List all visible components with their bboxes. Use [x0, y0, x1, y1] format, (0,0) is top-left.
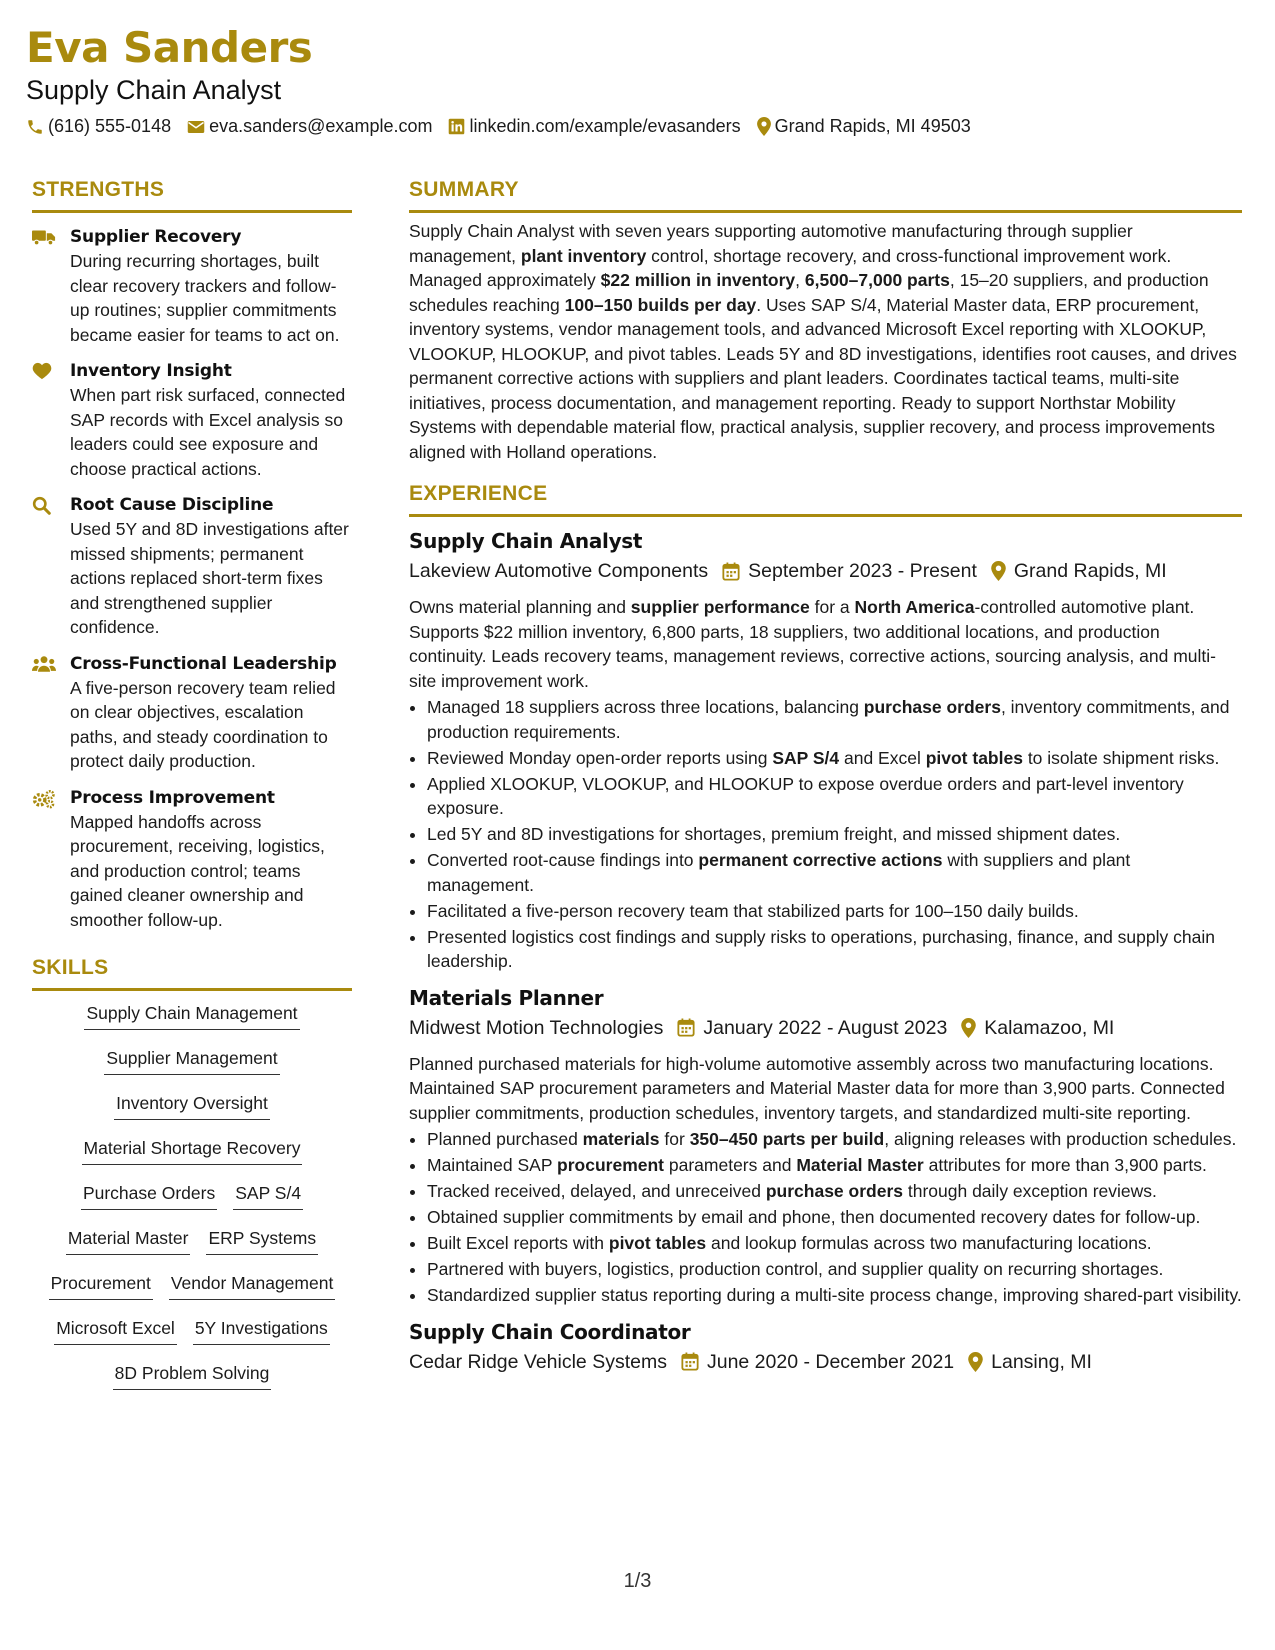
text-run: , inventory commitments, and production requirements. — [427, 697, 1230, 742]
text-run: Standardized supplier status reporting during a multi-site process change, improving shared-part visibility. — [427, 1285, 1242, 1305]
text-run: , — [795, 270, 805, 290]
skills-list — [32, 1001, 352, 1406]
text-run: Built Excel reports with — [427, 1233, 609, 1253]
bold-text: purchase orders — [765, 1181, 903, 1201]
job-description — [409, 595, 1242, 693]
text-run: for a — [809, 597, 855, 617]
bold-text: supplier performance — [630, 597, 810, 617]
text-run: parameters and — [664, 1155, 797, 1175]
skill-row — [32, 1316, 352, 1361]
job-bullets — [409, 1127, 1242, 1308]
text-run: and Excel — [839, 747, 926, 768]
resume-header — [26, 22, 1246, 137]
job-title: Supply Chain Analyst — [409, 529, 643, 553]
phone-icon — [26, 118, 44, 136]
summary-text — [409, 219, 1242, 464]
skill-row — [32, 1136, 352, 1181]
skill-row — [32, 1181, 352, 1226]
linkedin-icon — [448, 118, 465, 135]
bullet-item — [427, 822, 1242, 847]
page-number: 1/3 — [623, 1570, 652, 1592]
heart-icon — [32, 359, 70, 481]
job-meta — [409, 557, 1242, 585]
skill-row — [32, 1001, 352, 1046]
job-dates: June 2020 - December 2021 — [706, 1350, 955, 1373]
skill-row — [32, 1091, 352, 1136]
job-entry — [409, 1318, 1242, 1376]
skill-tag: Supplier Management — [104, 1046, 279, 1075]
job-entry — [409, 984, 1242, 1308]
job-dates: January 2022 - August 2023 — [703, 1016, 948, 1039]
job-meta — [409, 1014, 1242, 1042]
job-company: Cedar Ridge Vehicle Systems — [409, 1350, 667, 1373]
bullet-item — [427, 899, 1242, 924]
bold-text: SAP S/4 — [772, 747, 840, 768]
strength-item — [32, 652, 352, 774]
contact-phone — [26, 116, 171, 137]
text-run: Partnered with buyers, logistics, production control, and supplier quality on recurring shortages. — [427, 1259, 1164, 1279]
summary-heading: SUMMARY — [409, 176, 1242, 213]
strength-description: A five-person recovery team relied on clear objectives, escalation paths, and steady coordination to protect daily production. — [70, 677, 336, 771]
bold-text: plant inventory — [520, 245, 647, 266]
strength-title: Inventory Insight — [70, 361, 232, 381]
skill-tag: 5Y Investigations — [193, 1316, 330, 1345]
bold-text: pivot tables — [608, 1233, 707, 1253]
experience-heading: EXPERIENCE — [409, 480, 1242, 517]
experience-list — [409, 527, 1242, 1376]
text-run: Planned purchased materials for high-volume automotive assembly across two manufacturing locations. Maintained SAP procurement parameters and Material Master data for more than 3,900 parts. Connected supplier commitments, production schedules, inventory targets, and standardized multi-site reporting. — [409, 1053, 1225, 1123]
skill-tag: Procurement — [49, 1271, 153, 1300]
job-location: Lansing, MI — [991, 1350, 1092, 1373]
skill-row — [32, 1361, 352, 1406]
bullet-item — [427, 848, 1242, 897]
job-title: Materials Planner — [409, 985, 604, 1010]
truck-icon — [32, 225, 70, 347]
skills-heading: SKILLS — [32, 954, 352, 991]
text-run: Reviewed Monday open-order reports using — [427, 747, 773, 768]
email-icon — [187, 119, 205, 135]
text-run: Tracked received, delayed, and unreceived — [427, 1181, 766, 1201]
bullet-item — [427, 1205, 1242, 1230]
text-run: and lookup formulas across two manufacturing locations. — [706, 1233, 1152, 1253]
strength-description: Mapped handoffs across procurement, receiving, logistics, and production control; teams gained cleaner ownership and smoother follow-up. — [70, 811, 325, 930]
skill-row — [32, 1271, 352, 1316]
job-bullets — [409, 695, 1242, 974]
strength-description: Used 5Y and 8D investigations after missed shipments; permanent actions replaced short-term fixes and strengthened supplier confidence. — [70, 519, 349, 637]
location-icon — [968, 1352, 983, 1372]
skill-tag: Material Master — [66, 1226, 191, 1255]
job-company: Midwest Motion Technologies — [409, 1016, 664, 1039]
contact-location — [757, 116, 971, 137]
bold-text: procurement — [557, 1155, 665, 1175]
bullet-item — [427, 1127, 1242, 1152]
text-run: Managed 18 suppliers across three locations, balancing — [427, 697, 864, 717]
bullet-item — [427, 1179, 1242, 1204]
contact-phone-text: (616) 555-0148 — [48, 116, 172, 136]
strengths-list — [32, 225, 352, 932]
location-icon — [757, 117, 771, 136]
bullet-item — [427, 1257, 1242, 1282]
text-run: Facilitated a five-person recovery team that stabilized parts for 100–150 daily builds. — [427, 900, 1079, 921]
candidate-title: Supply Chain Analyst — [26, 75, 282, 105]
job-title: Supply Chain Coordinator — [409, 1319, 691, 1344]
bullet-item — [427, 772, 1242, 821]
candidate-name: Eva Sanders — [26, 23, 313, 72]
strength-item — [32, 359, 352, 481]
strengths-heading: STRENGTHS — [32, 176, 352, 213]
location-icon — [991, 561, 1006, 581]
bold-text: materials — [582, 1129, 660, 1149]
cogs-icon — [32, 786, 70, 933]
bullet-item — [427, 1283, 1242, 1308]
strength-description: During recurring shortages, built clear recovery trackers and follow-up routines; supplier commitments became easier for teams to act on. — [70, 251, 340, 345]
strength-title: Cross-Functional Leadership — [70, 653, 337, 674]
bold-text: Material Master — [796, 1155, 924, 1175]
bold-text: 350–450 parts per build — [689, 1129, 885, 1149]
text-run: Converted root-cause findings into — [427, 850, 699, 870]
calendar-icon — [677, 1018, 695, 1037]
text-run: Led 5Y and 8D investigations for shortages, premium freight, and missed shipment dates. — [427, 824, 1121, 844]
right-column — [409, 176, 1242, 1376]
skill-tag: ERP Systems — [206, 1226, 318, 1255]
job-company: Lakeview Automotive Components — [409, 560, 709, 582]
skill-row — [32, 1046, 352, 1091]
strength-item — [32, 225, 352, 347]
text-run: , 15–20 suppliers, and production schedules reaching — [409, 270, 1209, 315]
skill-tag: Inventory Oversight — [114, 1091, 270, 1120]
contact-bar — [26, 116, 1246, 137]
bold-text: purchase orders — [863, 697, 1001, 717]
bold-text: $22 million in inventory — [600, 270, 796, 290]
bold-text: 6,500–7,000 parts — [804, 270, 950, 290]
skill-tag: 8D Problem Solving — [113, 1361, 272, 1390]
text-run: for — [659, 1129, 690, 1149]
job-meta — [409, 1348, 1242, 1376]
text-run: with suppliers and plant management. — [427, 850, 1131, 895]
bullet-item — [427, 1153, 1242, 1178]
search-icon — [32, 493, 70, 640]
strength-item — [32, 786, 352, 933]
skill-tag: Microsoft Excel — [54, 1316, 177, 1345]
bold-text: pivot tables — [925, 747, 1023, 768]
text-run: attributes for more than 3,900 parts. — [923, 1155, 1207, 1175]
strength-description: When part risk surfaced, connected SAP records with Excel analysis so leaders could see exposure and choose practical actions. — [70, 385, 346, 479]
contact-email[interactable] — [187, 116, 432, 137]
bold-text: North America — [854, 597, 975, 617]
text-run: control, shortage recovery, and cross-functional improvement work. Managed approximately — [409, 245, 1172, 290]
skill-tag: Supply Chain Management — [84, 1001, 299, 1030]
job-description — [409, 1052, 1242, 1126]
left-column — [32, 176, 352, 1406]
job-location: Grand Rapids, MI — [1013, 560, 1167, 582]
calendar-icon — [722, 562, 740, 581]
bullet-item — [427, 1231, 1242, 1256]
text-run: Planned purchased — [427, 1129, 583, 1149]
contact-location-text: Grand Rapids, MI 49503 — [774, 116, 971, 136]
bold-text: permanent corrective actions — [698, 850, 943, 870]
text-run: , aligning releases with production schedules. — [884, 1129, 1237, 1149]
job-location: Kalamazoo, MI — [984, 1016, 1115, 1039]
skill-tag: Purchase Orders — [81, 1181, 217, 1210]
text-run: to isolate shipment risks. — [1022, 747, 1220, 768]
bullet-item — [427, 695, 1242, 744]
skill-tag: Vendor Management — [169, 1271, 335, 1300]
text-run: Maintained SAP — [427, 1155, 558, 1175]
text-run: through daily exception reviews. — [903, 1181, 1157, 1201]
text-run: Presented logistics cost findings and supply risks to operations, purchasing, finance, and supply chain leadership. — [427, 926, 1215, 971]
contact-linkedin[interactable] — [448, 116, 740, 137]
strength-title: Root Cause Discipline — [70, 495, 274, 515]
text-run: . Uses SAP S/4, Material Master data, ERP procurement, inventory systems, vendor management tools, and advanced Microsoft Excel reporting with XLOOKUP, VLOOKUP, HLOOKUP, and pivot tables. Leads 5Y and 8D investigations, identifies root causes, and drives permanent corrective actions with suppliers and plant leaders. Coordinates tactical teams, multi-site initiatives, process documentation, and management reporting. Ready to support Northstar Mobility Systems with dependable material flow, practical analysis, supplier recovery, and process improvements aligned with Holland operations. — [409, 294, 1237, 462]
strength-item — [32, 493, 352, 640]
skill-row — [32, 1226, 352, 1271]
bullet-item — [427, 925, 1242, 974]
job-dates: September 2023 - Present — [748, 560, 977, 582]
calendar-icon — [681, 1352, 699, 1371]
contact-email-text[interactable]: eva.sanders@example.com — [209, 116, 433, 136]
strength-title: Process Improvement — [70, 787, 275, 808]
job-entry — [409, 527, 1242, 974]
text-run: Owns material planning and — [409, 597, 631, 617]
text-run: Supply Chain Analyst with seven years supporting automotive manufacturing through supplier management, — [409, 221, 1133, 266]
contact-linkedin-text[interactable]: linkedin.com/example/evasanders — [469, 116, 741, 136]
skill-tag: SAP S/4 — [233, 1181, 303, 1210]
location-icon — [961, 1018, 976, 1038]
strength-title: Supplier Recovery — [70, 227, 242, 247]
skill-tag: Material Shortage Recovery — [82, 1136, 303, 1165]
bold-text: 100–150 builds per day — [564, 294, 757, 315]
users-icon — [32, 652, 70, 774]
text-run: Applied XLOOKUP, VLOOKUP, and HLOOKUP to expose overdue orders and part-level inventory exposure. — [427, 773, 1184, 818]
text-run: Obtained supplier commitments by email and phone, then documented recovery dates for follow-up. — [427, 1207, 1201, 1227]
text-run: -controlled automotive plant. Supports $22 million inventory, 6,800 parts, 18 suppliers, two additional locations, and production continuity. Leads recovery teams, management reviews, corrective actions, sourcing analysis, and multi-site improvement work. — [409, 597, 1216, 691]
bullet-item — [427, 746, 1242, 771]
